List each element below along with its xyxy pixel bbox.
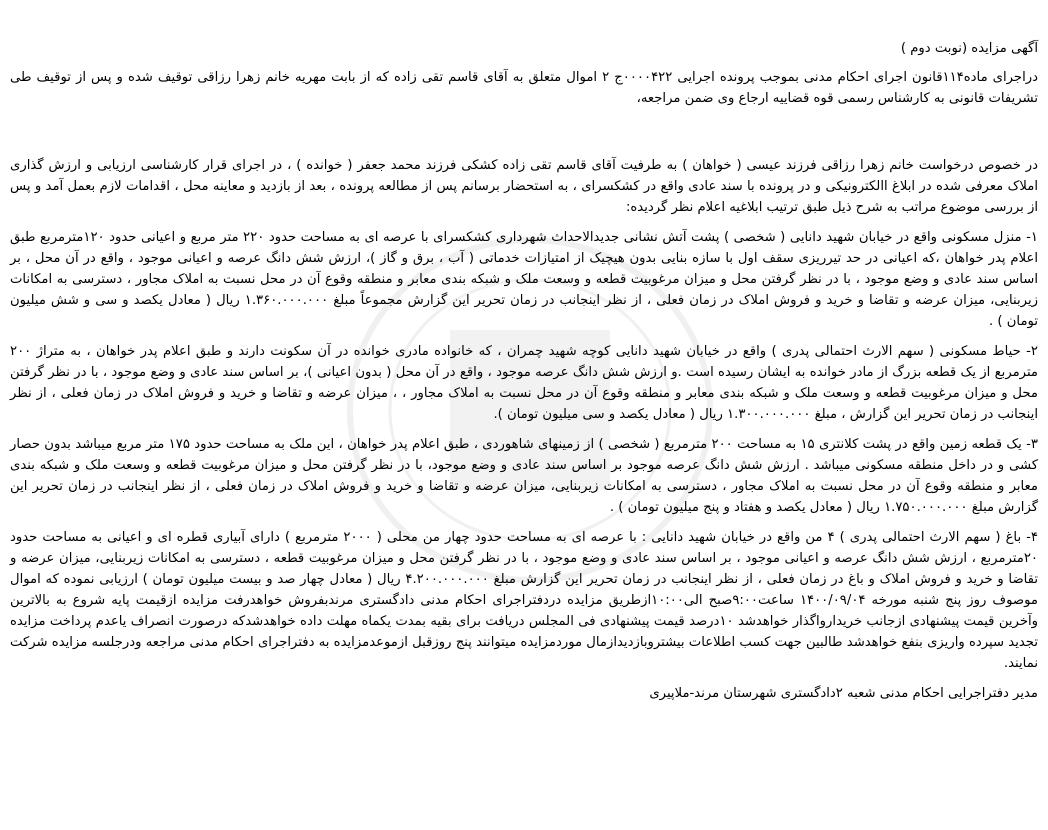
notice-intro: دراجرای ماده۱۱۴قانون اجرای احکام مدنی بموجب پرونده اجرایی ۰۰۰۰۴۲۲ج ۲ اموال متعلق به آقای قاسم تقی زاده که از بابت مهریه خانم زهرا رزاقی توقیف شده و پس از توقیف طی تشریفات قانونی به کارشناس رسمی قوه قضاییه ارجاع وی ضمن مراجعه، (10, 70, 1038, 106)
auction-notice (10, 38, 1038, 704)
property-item-1: ۱- منزل مسکونی واقع در خیابان شهید دانایی ( شخصی ) پشت آتش نشانی جدیدالاحداث شهرداری کشکسرای با عرصه ای به مساحت حدود ۲۲۰ متر مربع و اعیانی حدود ۱۲۰مترمربع طبق اعلام پدر خواهان ،که اعیانی در حد تیرریزی سقف اول با سازه بنایی بدون هیچیک از امتیازات خدماتی ( آب ، برق و گاز )، ارزش شش دانگ عرصه و اعیانی موجود ، واقع در آن محل ، بر اساس سند عادی و وضع موجود ، با در نظر گرفتن محل و میزان مرغوبیت قطعه و وسعت ملک و شبکه بندی معابر و منطقه وقوع آن در محل نسبت به املاک مجاور ، دسترسی به امکانات زیربنایی، میزان عرضه و تقاضا و خرید و فروش املاک در زمان فعلی ، از نظر اینجانب در زمان تحریر این گزارش مجموعاً مبلغ ۱.۳۶۰.۰۰۰.۰۰۰ ریال ( معادل یکصد و سی و شش میلیون تومان ) . (10, 230, 1038, 329)
signature: مدیر دفتراجرایی احکام مدنی شعبه ۲دادگستری شهرستان مرند-ملاپیری (649, 686, 1038, 701)
property-item-2: ۲- حیاط مسکونی ( سهم الارث احتمالی پدری ) واقع در خیابان شهید دانایی کوچه شهید چمران ، که خانواده مادری خوانده در آن سکونت دارند و طبق اعلام پدر خواهان ، به متراژ ۲۰۰ مترمربع از یک قطعه بزرگ از مادر خوانده به ایشان رسیده است .و ارزش شش دانگ عرصه موجود ، واقع در آن محل ( بدون اعیانی )، بر اساس سند عادی و وضع موجود ، با در نظر گرفتن محل و میزان مرغوبیت قطعه و وسعت ملک و شبکه بندی معابر و منطقه وقوع آن در محل نسبت به املاک مجاور ، ، میزان عرضه و تقاضا و خرید و فروش املاک در زمان فعلی ، از نظر اینجانب در زمان تحریر این گزارش ، مبلغ ۱.۳۰۰.۰۰۰.۰۰۰ ریال ( معادل یکصد و سی میلیون تومان ). (10, 344, 1038, 422)
notice-body: در خصوص درخواست خانم زهرا رزاقی فرزند عیسی ( خواهان ) به طرفیت آقای قاسم تقی زاده کشکی فرزند محمد جعفر ( خوانده ) ، در اجرای قرار کارشناسی ارزیابی و ارزش گذاری املاک معرفی شده در ابلاغ االکترونیکی و در پرونده با سند عادی واقع در کشکسرای ، به استحضار برسانم پس از مطالعه پرونده ، بعد از بازدید و معاینه محل ، اقدامات لازم بعمل آمد و پس از بررسی موضوع مراتب به شرح ذیل طبق ترتیب ابلاغیه اعلام نظر گردیده: (10, 158, 1038, 215)
property-item-4: ۴- باغ ( سهم الارث احتمالی پدری ) ۴ من واقع در خیابان شهید دانایی : با عرصه ای به مساحت حدود چهار من محلی ( ۲۰۰۰ مترمربع ) دارای آبیاری قطره ای و اعیانی به مساحت حدود ۲۰مترمربع ، ارزش شش دانگ عرصه و اعیانی موجود ، بر اساس سند عادی و وضع موجود ، با در نظر گرفتن محل و میزان مرغوبیت قطعه ، دسترسی به امکانات زیربنایی، میزان عرضه و تقاضا و خرید و فروش املاک و باغ در زمان فعلی ، از نظر اینجانب در زمان تحریر این گزارش مبلغ ۴.۲۰۰.۰۰۰.۰۰۰ ریال ( معادل چهار صد و بیست میلیون تومان ) ارزیابی نموده که اموال موصوف روز پنج شنبه مورخه ۱۴۰۰/۰۹/۰۴ ساعت۹:۰۰صبح الی۱۰:۰۰ازطریق مزایده دردفتراجرای احکام مدنی دادگستری مرندبفروش خواهدرفت مزایده ازقیمت پایه شروع به بالاترین وآخرین قیمت پیشنهادی ازجانب خریدارواگذار خواهدشد ۱۰درصد قیمت پیشنهادی فی المجلس دریافت برای بقیه بمدت یکماه مهلت داده خواهدشدکه درصورت انصراف یاعدم پرداخت مزایده تجدید سپرده واریزی بنفع خواهدشد طالبین جهت کسب اطلاعات بیشتروبازدیدازمال موردمزایده میتوانند پنج روزقبل ازموعدمزایده به دفتراجرای احکام مدنی مراجعه ودرجلسه مزایده شرکت نمایند. (10, 530, 1038, 671)
notice-title: آگهی مزایده (نوبت دوم ) (900, 41, 1038, 56)
property-item-3: ۳- یک قطعه زمین واقع در پشت کلانتری ۱۵ به مساحت ۲۰۰ مترمربع ( شخصی ) از زمینهای شاهوردی ، طبق اعلام پدر خواهان ، این ملک به مساحت حدود ۱۷۵ متر مربع میباشد بدون حصار کشی و در داخل منطقه مسکونی میباشد . ارزش شش دانگ عرصه موجود بر اساس سند عادی و وضع موجود، با در نظر گرفتن محل و میزان مرغوبیت قطعه و وسعت ملک و شبکه بندی معابر و منطقه وقوع آن در محل نسبت به املاک مجاور ، دسترسی به امکانات زیربنایی، میزان عرضه و تقاضا و خرید و فروش املاک در زمان فعلی ، از نظر اینجانب در زمان تحریر این گزارش مبلغ ۱.۷۵۰.۰۰۰.۰۰۰ ریال ( معادل یکصد و هفتاد و پنج میلیون تومان ) . (10, 437, 1038, 515)
